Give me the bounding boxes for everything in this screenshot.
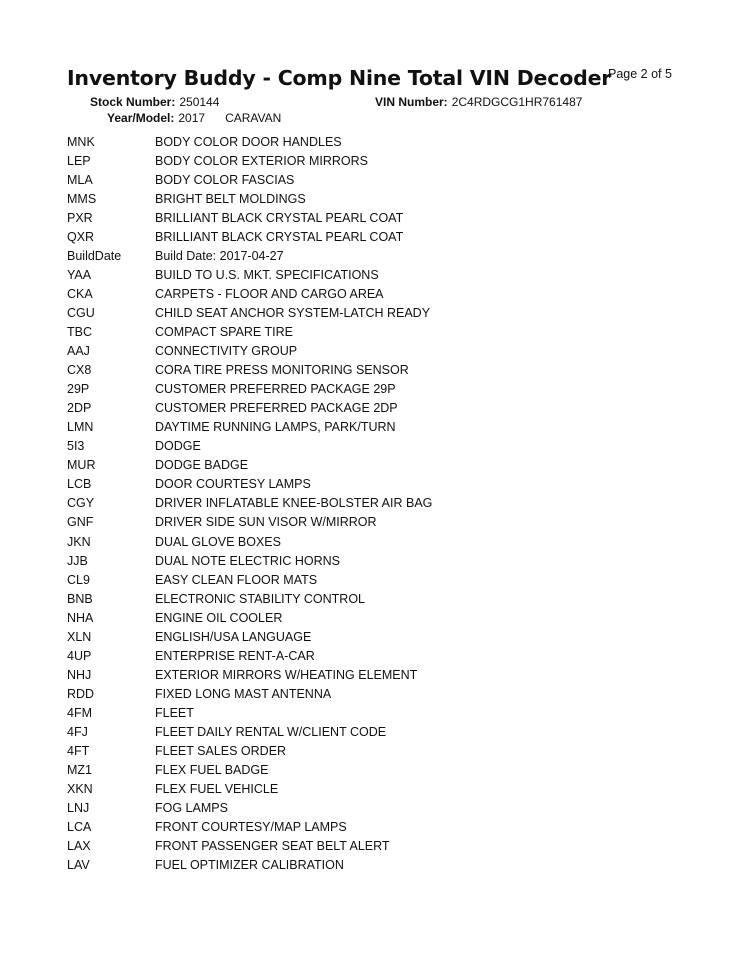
option-description: ENGLISH/USA LANGUAGE: [155, 629, 312, 644]
option-description: ELECTRONIC STABILITY CONTROL: [155, 591, 365, 606]
option-row: [67, 284, 432, 303]
option-code: YAA: [67, 267, 92, 282]
option-description: DRIVER INFLATABLE KNEE-BOLSTER AIR BAG: [155, 496, 433, 511]
option-description: CHILD SEAT ANCHOR SYSTEM-LATCH READY: [155, 305, 431, 320]
option-description: BUILD TO U.S. MKT. SPECIFICATIONS: [155, 267, 379, 282]
option-code: PXR: [67, 210, 93, 225]
option-row: [67, 246, 432, 265]
page-title: Inventory Buddy - Comp Nine Total VIN Decoder: [67, 66, 612, 90]
option-code: MZ1: [67, 763, 92, 778]
option-code: MMS: [67, 191, 97, 206]
option-row: [67, 399, 432, 418]
option-row: [67, 837, 432, 856]
option-code: MNK: [67, 134, 95, 149]
option-description: BODY COLOR DOOR HANDLES: [155, 134, 342, 149]
model-value: CARAVAN: [225, 111, 282, 125]
option-description: FLEX FUEL BADGE: [155, 763, 269, 778]
stock-number-value: 250144: [179, 95, 220, 109]
option-code: 29P: [67, 382, 90, 397]
option-row: [67, 722, 432, 741]
option-code: RDD: [67, 686, 95, 701]
page-number: Page 2 of 5: [608, 67, 672, 81]
option-code: 4FT: [67, 744, 90, 759]
option-description: BODY COLOR FASCIAS: [155, 172, 295, 187]
option-code: QXR: [67, 229, 95, 244]
option-code: JJB: [67, 553, 88, 568]
option-code: CKA: [67, 286, 93, 301]
option-row: [67, 818, 432, 837]
option-description: CUSTOMER PREFERRED PACKAGE 2DP: [155, 401, 398, 416]
option-description: ENTERPRISE RENT-A-CAR: [155, 648, 315, 663]
option-row: [67, 303, 432, 322]
option-row: [67, 475, 432, 494]
option-row: [67, 780, 432, 799]
option-code: CGY: [67, 496, 95, 511]
option-row: [67, 608, 432, 627]
option-row: [67, 532, 432, 551]
option-row: [67, 342, 432, 361]
option-code: JKN: [67, 534, 91, 549]
option-description: FUEL OPTIMIZER CALIBRATION: [155, 858, 344, 873]
option-code: 4UP: [67, 648, 92, 663]
option-description: BODY COLOR EXTERIOR MIRRORS: [155, 153, 368, 168]
option-code: LCA: [67, 820, 92, 835]
option-description: BRILLIANT BLACK CRYSTAL PEARL COAT: [155, 229, 404, 244]
option-row: [67, 208, 432, 227]
year-model: [107, 111, 281, 125]
option-code: BuildDate: [67, 248, 122, 263]
option-description: DOOR COURTESY LAMPS: [155, 477, 311, 492]
option-code: LEP: [67, 153, 91, 168]
option-row: [67, 151, 432, 170]
option-description: FLEET DAILY RENTAL W/CLIENT CODE: [155, 724, 387, 739]
vin-number: [375, 95, 582, 109]
option-row: [67, 170, 432, 189]
option-description: CORA TIRE PRESS MONITORING SENSOR: [155, 363, 409, 378]
option-row: [67, 361, 432, 380]
option-description: EXTERIOR MIRRORS W/HEATING ELEMENT: [155, 667, 418, 682]
option-description: CARPETS - FLOOR AND CARGO AREA: [155, 286, 384, 301]
year-value: 2017: [178, 111, 206, 125]
option-row: [67, 513, 432, 532]
option-description: DRIVER SIDE SUN VISOR W/MIRROR: [155, 515, 377, 530]
option-description: FRONT PASSENGER SEAT BELT ALERT: [155, 839, 390, 854]
option-row: [67, 856, 432, 875]
option-row: [67, 589, 432, 608]
option-code: TBC: [67, 324, 92, 339]
option-code: CGU: [67, 305, 95, 320]
option-row: [67, 799, 432, 818]
option-code: LMN: [67, 420, 94, 435]
option-code: LAX: [67, 839, 91, 854]
stock-number-label: Stock Number:: [90, 95, 176, 109]
option-description: DAYTIME RUNNING LAMPS, PARK/TURN: [155, 420, 396, 435]
option-row: [67, 437, 432, 456]
option-code: MLA: [67, 172, 93, 187]
option-row: [67, 742, 432, 761]
option-code: AAJ: [67, 344, 90, 359]
option-row: [67, 494, 432, 513]
option-description: FLEET: [155, 705, 194, 720]
option-description: FLEET SALES ORDER: [155, 744, 287, 759]
option-row: [67, 570, 432, 589]
option-description: Build Date: 2017-04-27: [155, 248, 284, 263]
option-description: DODGE BADGE: [155, 458, 249, 473]
option-code: 5I3: [67, 439, 85, 454]
option-code: XKN: [67, 782, 93, 797]
option-description: CUSTOMER PREFERRED PACKAGE 29P: [155, 382, 396, 397]
option-code: CL9: [67, 572, 90, 587]
option-description: DUAL NOTE ELECTRIC HORNS: [155, 553, 340, 568]
option-row: [67, 646, 432, 665]
option-row: [67, 322, 432, 341]
option-code: GNF: [67, 515, 94, 530]
option-row: [67, 551, 432, 570]
vin-number-value: 2C4RDGCG1HR761487: [451, 95, 583, 109]
option-description: CONNECTIVITY GROUP: [155, 344, 298, 359]
option-description: DUAL GLOVE BOXES: [155, 534, 281, 549]
option-row: [67, 684, 432, 703]
option-code: NHA: [67, 610, 94, 625]
option-code: CX8: [67, 363, 92, 378]
option-row: [67, 189, 432, 208]
option-row: [67, 665, 432, 684]
option-code: 4FM: [67, 705, 92, 720]
option-row: [67, 265, 432, 284]
stock-number: [90, 95, 219, 109]
vin-number-label: VIN Number:: [375, 95, 448, 109]
option-row: [67, 380, 432, 399]
option-code-list: [67, 132, 432, 875]
option-description: FRONT COURTESY/MAP LAMPS: [155, 820, 347, 835]
option-code: MUR: [67, 458, 96, 473]
option-description: COMPACT SPARE TIRE: [155, 324, 293, 339]
option-description: ENGINE OIL COOLER: [155, 610, 283, 625]
option-description: EASY CLEAN FLOOR MATS: [155, 572, 318, 587]
option-code: 4FJ: [67, 724, 88, 739]
option-code: LNJ: [67, 801, 90, 816]
option-description: FIXED LONG MAST ANTENNA: [155, 686, 332, 701]
option-row: [67, 132, 432, 151]
option-code: BNB: [67, 591, 93, 606]
option-row: [67, 456, 432, 475]
option-description: FOG LAMPS: [155, 801, 228, 816]
option-description: BRILLIANT BLACK CRYSTAL PEARL COAT: [155, 210, 404, 225]
option-code: XLN: [67, 629, 92, 644]
option-code: LCB: [67, 477, 92, 492]
option-code: 2DP: [67, 401, 92, 416]
option-row: [67, 627, 432, 646]
option-row: [67, 418, 432, 437]
option-row: [67, 227, 432, 246]
option-code: NHJ: [67, 667, 92, 682]
year-model-label: Year/Model:: [107, 111, 175, 125]
option-code: LAV: [67, 858, 90, 873]
option-description: BRIGHT BELT MOLDINGS: [155, 191, 306, 206]
option-description: DODGE: [155, 439, 201, 454]
option-row: [67, 703, 432, 722]
option-description: FLEX FUEL VEHICLE: [155, 782, 279, 797]
option-row: [67, 761, 432, 780]
